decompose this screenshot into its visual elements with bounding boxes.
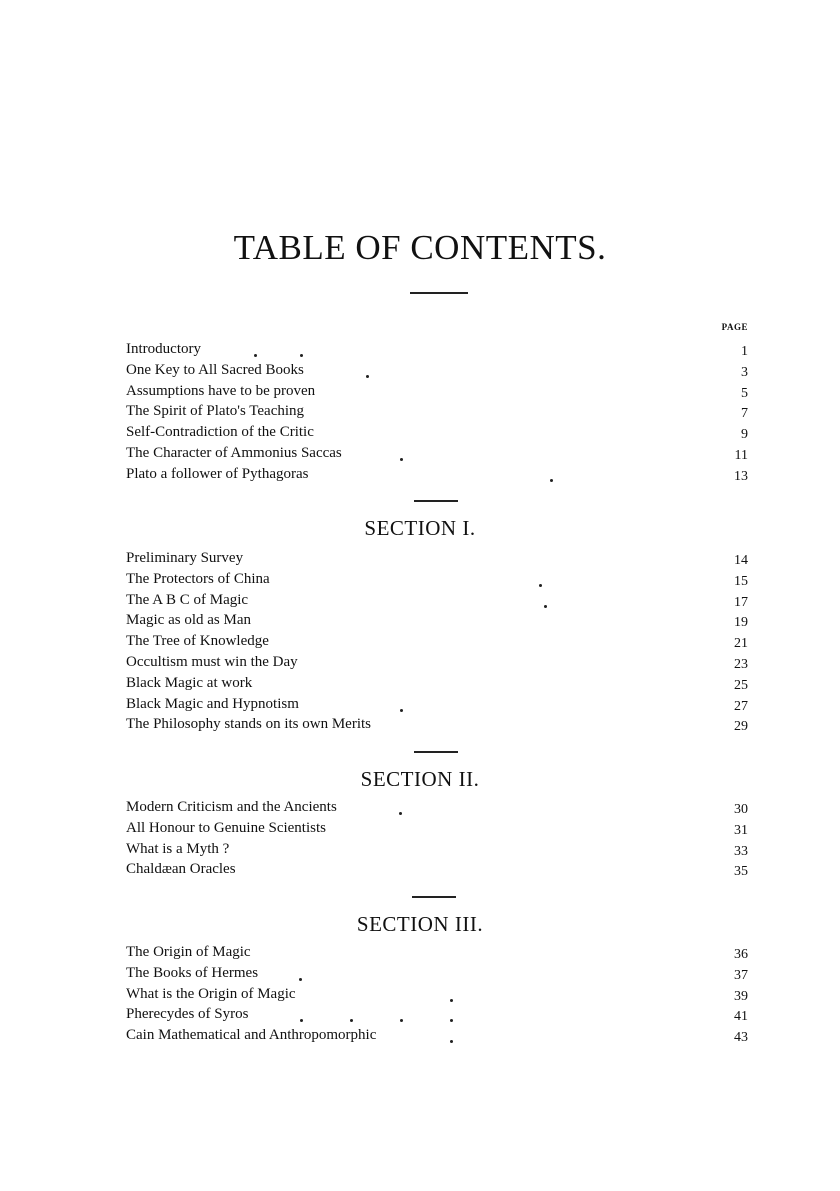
toc-entry-page: 14 bbox=[734, 553, 748, 568]
leader-dot bbox=[450, 1019, 453, 1022]
toc-entry-page: 25 bbox=[734, 677, 748, 693]
toc-entry-page: 35 bbox=[734, 864, 748, 880]
toc-entry-title: What is a Myth ? bbox=[126, 840, 230, 857]
toc-entry[interactable] bbox=[126, 381, 748, 402]
toc-entry-title: Magic as old as Man bbox=[126, 612, 251, 629]
leader-dot bbox=[350, 1019, 353, 1022]
toc-entry-title: The A B C of Magic bbox=[126, 591, 249, 608]
leader-dot bbox=[400, 709, 403, 712]
toc-entry-page: 31 bbox=[734, 822, 748, 838]
toc-entry-page: 11 bbox=[734, 447, 748, 463]
toc-entry-title: The Philosophy stands on its own Merits bbox=[126, 716, 372, 733]
toc-entry-page: 15 bbox=[734, 573, 748, 589]
toc-entry-title: The Tree of Knowledge bbox=[126, 633, 269, 650]
toc-entry-page: 23 bbox=[734, 656, 748, 672]
toc-entry-title: All Honour to Genuine Scientists bbox=[126, 819, 326, 836]
leader-dot bbox=[300, 354, 303, 357]
toc-entry[interactable] bbox=[126, 548, 748, 569]
section-2-list bbox=[126, 797, 748, 880]
leader-dot bbox=[400, 458, 403, 461]
toc-entry[interactable] bbox=[126, 984, 748, 1005]
toc-entry-title: One Key to All Sacred Books bbox=[126, 361, 304, 378]
section-3-heading: SECTION III. bbox=[356, 912, 484, 936]
toc-entry-title: Self-Contradiction of the Critic bbox=[126, 424, 314, 441]
toc-entry-title: Plato a follower of Pythagoras bbox=[126, 465, 309, 482]
toc-entry[interactable] bbox=[126, 464, 748, 485]
toc-entry-page: 21 bbox=[734, 636, 748, 652]
toc-entry-page: 27 bbox=[734, 698, 748, 714]
leader-dot bbox=[399, 812, 402, 815]
section-3-list bbox=[126, 942, 748, 1046]
front-matter-list bbox=[126, 339, 748, 485]
toc-entry-title: The Protectors of China bbox=[126, 570, 270, 587]
leader-dot bbox=[299, 978, 302, 981]
toc-entry[interactable] bbox=[126, 422, 748, 443]
toc-entry-page: 33 bbox=[734, 843, 748, 859]
toc-entry-title: The Books of Hermes bbox=[126, 964, 259, 981]
toc-entry-page: 39 bbox=[734, 988, 748, 1004]
toc-entry-page: 5 bbox=[741, 385, 748, 401]
toc-entry[interactable] bbox=[126, 714, 748, 735]
toc-entry-title: What is the Origin of Magic bbox=[126, 985, 296, 1002]
toc-entry[interactable] bbox=[126, 859, 748, 880]
leader-dot bbox=[550, 479, 553, 482]
toc-entry[interactable] bbox=[126, 1025, 748, 1046]
toc-entry-page: 30 bbox=[734, 802, 748, 817]
toc-entry-title: Modern Criticism and the Ancients bbox=[126, 799, 337, 815]
toc-entry[interactable] bbox=[126, 443, 748, 464]
toc-entry[interactable] bbox=[126, 652, 748, 673]
toc-entry-page: 13 bbox=[734, 468, 748, 484]
leader-dot bbox=[300, 1019, 303, 1022]
title-rule bbox=[410, 292, 468, 294]
section-rule bbox=[414, 500, 458, 502]
page-title: TABLE OF CONTENTS. bbox=[233, 228, 607, 267]
toc-entry-title: Introductory bbox=[126, 341, 201, 357]
toc-entry-page: 9 bbox=[741, 427, 748, 443]
toc-entry[interactable] bbox=[126, 339, 748, 360]
toc-entry-page: 41 bbox=[734, 1009, 748, 1025]
toc-entry[interactable] bbox=[126, 839, 748, 860]
leader-dot bbox=[450, 1040, 453, 1043]
leader-dot bbox=[366, 375, 369, 378]
toc-entry[interactable] bbox=[126, 1004, 748, 1025]
toc-entry[interactable] bbox=[126, 401, 748, 422]
toc-entry[interactable] bbox=[126, 569, 748, 590]
toc-entry-title: The Character of Ammonius Saccas bbox=[126, 444, 342, 461]
section-rule bbox=[414, 751, 458, 753]
page-column-label: PAGE bbox=[721, 322, 748, 332]
toc-entry-title: Assumptions have to be proven bbox=[126, 382, 316, 399]
toc-entry[interactable] bbox=[126, 942, 748, 963]
toc-entry-title: Pherecydes of Syros bbox=[126, 1006, 249, 1023]
toc-entry-page: 36 bbox=[734, 947, 748, 962]
toc-entry[interactable] bbox=[126, 590, 748, 611]
toc-entry-title: Occultism must win the Day bbox=[126, 653, 298, 670]
toc-entry-page: 43 bbox=[734, 1030, 748, 1046]
toc-entry-page: 29 bbox=[734, 719, 748, 735]
leader-dot bbox=[400, 1019, 403, 1022]
toc-entry[interactable] bbox=[126, 818, 748, 839]
toc-entry-page: 19 bbox=[734, 615, 748, 631]
toc-entry-title: Cain Mathematical and Anthropomorphic bbox=[126, 1027, 377, 1044]
leader-dot bbox=[450, 999, 453, 1002]
section-1-list bbox=[126, 548, 748, 735]
toc-entry[interactable] bbox=[126, 797, 748, 818]
toc-entry-page: 1 bbox=[741, 344, 748, 359]
toc-entry[interactable] bbox=[126, 610, 748, 631]
toc-entry-page: 7 bbox=[741, 406, 748, 422]
section-rule bbox=[412, 896, 456, 898]
toc-entry-page: 37 bbox=[734, 967, 748, 983]
section-2-heading: SECTION II. bbox=[360, 767, 480, 791]
toc-entry[interactable] bbox=[126, 631, 748, 652]
toc-entry-page: 17 bbox=[734, 594, 748, 610]
toc-entry-title: Black Magic at work bbox=[126, 674, 253, 691]
toc-entry[interactable] bbox=[126, 963, 748, 984]
toc-entry[interactable] bbox=[126, 694, 748, 715]
toc-entry-title: The Spirit of Plato's Teaching bbox=[126, 403, 305, 420]
leader-dot bbox=[254, 354, 257, 357]
leader-dot bbox=[539, 584, 542, 587]
leader-dot bbox=[544, 605, 547, 608]
toc-entry-page: 3 bbox=[741, 364, 748, 380]
section-1-heading: SECTION I. bbox=[364, 516, 476, 540]
toc-entry[interactable] bbox=[126, 360, 748, 381]
toc-entry-title: Black Magic and Hypnotism bbox=[126, 695, 299, 712]
toc-entry-title: Chaldæan Oracles bbox=[126, 861, 236, 878]
toc-entry-title: The Origin of Magic bbox=[126, 944, 251, 960]
toc-entry[interactable] bbox=[126, 673, 748, 694]
toc-entry-title: Preliminary Survey bbox=[126, 550, 244, 566]
